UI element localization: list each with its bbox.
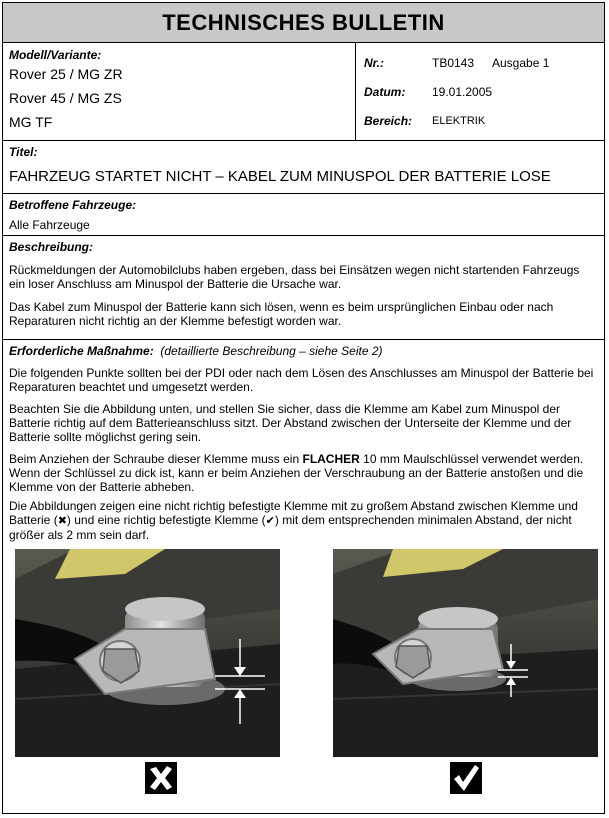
description-label: Beschreibung: xyxy=(9,240,94,254)
nr-value: TB0143 xyxy=(432,55,475,70)
action-paragraph xyxy=(9,452,598,494)
p4-a: Die Abbildungen zeigen eine nicht richtig befestigte Klemme mit zu großem Abstand zwischen Klemme und Batterie ( xyxy=(9,499,578,527)
description-paragraph: Rückmeldungen der Automobilclubs haben ergeben, dass bei Einsätzen wegen nicht startenden Fahrzeugs ein loser Anschluss am Minuspol der Batterie die Ursache war. xyxy=(9,263,580,291)
check-inline-icon: ✔ xyxy=(265,515,275,527)
bereich-row xyxy=(364,106,596,135)
check-icon xyxy=(450,762,482,794)
p3-post: 10 mm Maulschlüssel verwendet werden. Wenn der Schlüssel zu dick ist, kann er beim Anziehen der Verschraubung an der Batterie anstoßen und die Klemme von der Batterie abheben. xyxy=(9,452,584,494)
model-label: Modell/Variante: xyxy=(9,48,102,62)
p3-bold: FLACHER xyxy=(302,452,360,466)
vehicles-label: Betroffene Fahrzeuge: xyxy=(9,198,137,212)
description-section xyxy=(3,236,604,340)
title-text: FAHRZEUG STARTET NICHT – KABEL ZUM MINUSPOL DER BATTERIE LOSE xyxy=(9,168,551,185)
nr-row xyxy=(364,48,596,77)
ausgabe-value: Ausgabe 1 xyxy=(492,55,550,70)
description-paragraph: Das Kabel zum Minuspol der Batterie kann sich lösen, wenn es beim ursprünglichen Einbau oder nach Reparaturen nicht richtig an der Klemme befestigt worden war. xyxy=(9,300,554,328)
model-section xyxy=(3,43,356,140)
action-label: Erforderliche Maßnahme: xyxy=(9,344,154,358)
model-item: Rover 45 / MG ZS xyxy=(9,90,122,106)
photo-row xyxy=(15,549,595,759)
p3-pre: Beim Anziehen der Schraube dieser Klemme muss ein xyxy=(9,452,303,466)
vehicles-text: Alle Fahrzeuge xyxy=(9,218,90,232)
bereich-value: ELEKTRIK xyxy=(432,114,486,127)
action-paragraph: Die folgenden Punkte sollten bei der PDI oder nach dem Lösen des Anschlusses am Minuspol der Batterie bei Reparaturen beachtet und umgesetzt werden. xyxy=(9,366,594,394)
title-label: Titel: xyxy=(9,145,38,159)
datum-value: 19.01.2005 xyxy=(432,84,493,99)
datum-label: Datum: xyxy=(364,84,406,99)
action-section xyxy=(3,340,604,546)
p4-c: ) mit dem entsprechenden minimalen Abstand, der nicht größer als 2 mm sein darf. xyxy=(9,513,572,542)
cross-icon xyxy=(145,762,177,794)
bulletin-title: TECHNISCHES BULLETIN xyxy=(162,9,445,35)
p4-b: ) und eine richtig befestigte Klemme ( xyxy=(66,513,266,527)
meta-section xyxy=(356,43,604,140)
bereich-label: Bereich: xyxy=(364,113,413,128)
vehicles-section xyxy=(3,194,604,236)
nr-label: Nr.: xyxy=(364,55,385,70)
photo-incorrect-clamp xyxy=(15,549,280,757)
action-label-line xyxy=(9,344,598,358)
model-item: Rover 25 / MG ZR xyxy=(9,66,123,82)
info-section xyxy=(3,43,604,141)
cross-inline-icon: ✖ xyxy=(57,515,67,527)
title-section xyxy=(3,141,604,194)
photo-correct-clamp xyxy=(333,549,598,757)
datum-row xyxy=(364,77,596,106)
action-paragraph: Beachten Sie die Abbildung unten, und stellen Sie sicher, dass die Klemme am Kabel zum Minuspol der Batterie richtig auf dem Batterieanschluss sitzt. Der Abstand zwischen der Unterseite der Klemme und der Batterie sollte möglichst gering sein. xyxy=(9,402,572,444)
model-item: MG TF xyxy=(9,114,53,130)
bulletin-header xyxy=(3,3,604,43)
action-hint: (detaillierte Beschreibung – siehe Seite 2) xyxy=(160,344,383,358)
action-paragraph xyxy=(9,499,598,542)
